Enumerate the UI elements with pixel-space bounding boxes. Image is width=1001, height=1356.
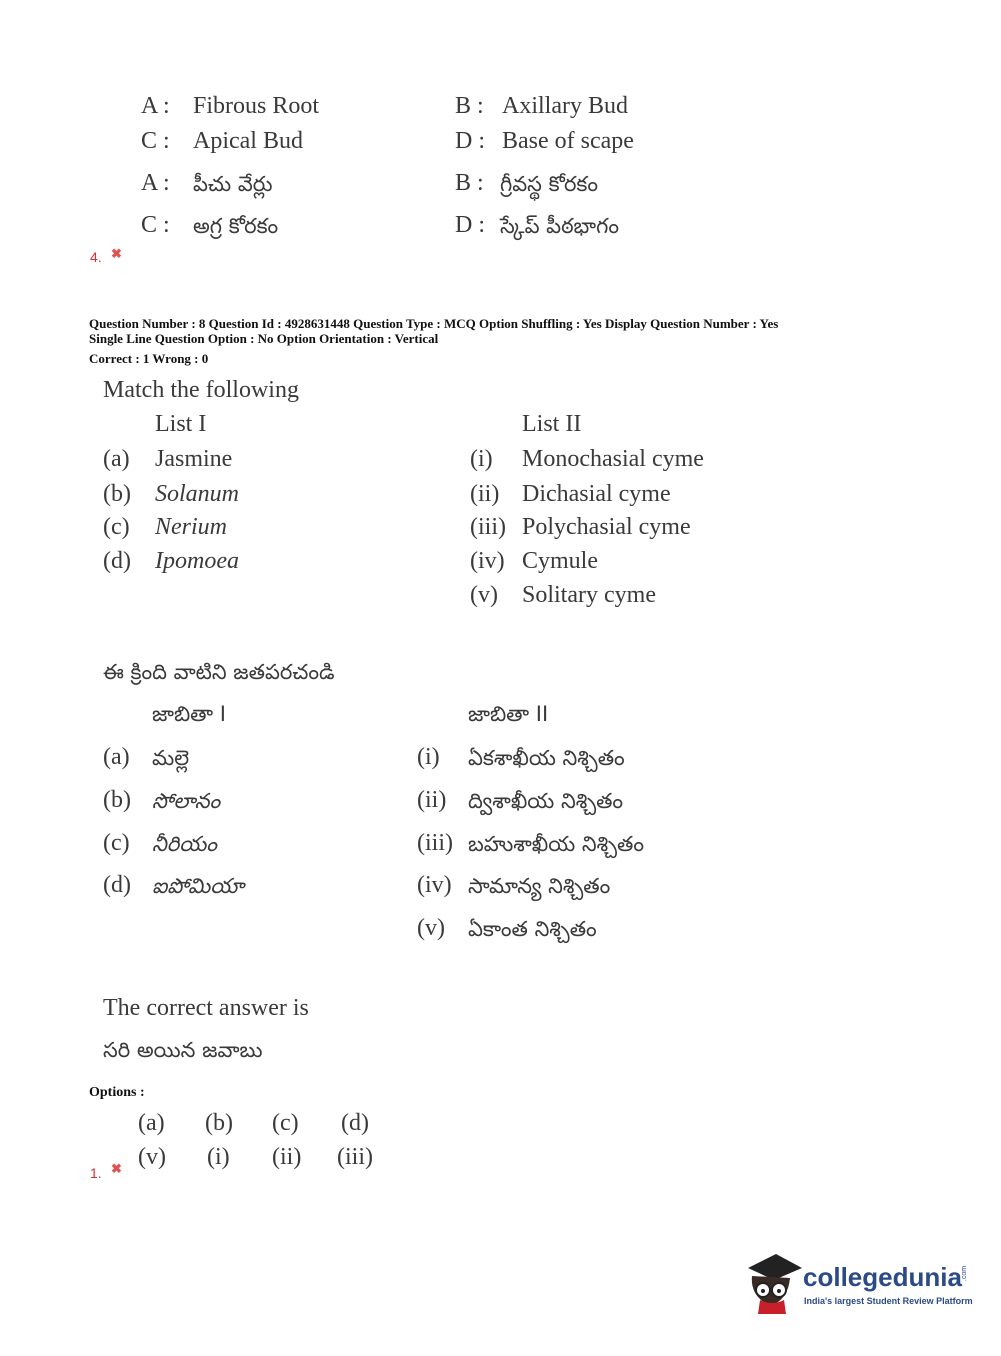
prev-answer-number: 4. — [90, 249, 102, 265]
list2-te-item: ద్విశాఖీయ నిశ్చితం — [468, 789, 624, 813]
prev-option-b-text-te: గ్రీవస్థ కోరకం — [500, 172, 599, 196]
prev-option-a-text: Fibrous Root — [193, 93, 320, 119]
list1-en-label: (a) — [103, 446, 130, 472]
option-header: (a) — [138, 1110, 165, 1136]
list1-heading-en: List I — [155, 411, 207, 437]
answer-prompt-en: The correct answer is — [103, 995, 309, 1021]
option-value[interactable]: (i) — [207, 1144, 230, 1170]
prev-option-d-letter: D : — [455, 128, 485, 154]
prev-option-b-letter: B : — [455, 93, 484, 119]
wrong-mark-icon: ✖ — [111, 246, 122, 261]
list2-heading-te: జాబితా II — [468, 702, 549, 726]
logo-name: collegedunia — [803, 1262, 962, 1292]
list1-te-label: (a) — [103, 744, 130, 770]
list1-en-label: (c) — [103, 514, 130, 540]
option-header: (b) — [205, 1110, 233, 1136]
question-meta-line2: Single Line Question Option : No Option Orientation : Vertical — [89, 331, 439, 346]
list2-te-item: ఏకాంత నిశ్చితం — [468, 917, 597, 941]
list2-en-label: (iv) — [470, 548, 505, 574]
option-header: (d) — [341, 1110, 369, 1136]
list2-en-item: Cymule — [522, 548, 598, 574]
list1-en-label: (b) — [103, 481, 131, 507]
list2-en-item: Polychasial cyme — [522, 514, 691, 540]
question-meta-line1: Question Number : 8 Question Id : 4928631448 Question Type : MCQ Option Shuffling : Yes Display Question Number : Yes — [89, 316, 779, 331]
option-value[interactable]: (iii) — [337, 1144, 373, 1170]
list2-te-item: సామాన్య నిశ్చితం — [468, 874, 611, 898]
list1-te-label: (d) — [103, 872, 131, 898]
list1-en-item: Solanum — [155, 481, 239, 507]
collegedunia-logo[interactable] — [742, 1250, 972, 1320]
prev-option-d-text-te: స్కేప్ పీఠభాగం — [500, 214, 619, 238]
prev-option-a-text-te: పీచు వేర్లు — [193, 172, 273, 196]
question-meta-line3: Correct : 1 Wrong : 0 — [89, 351, 209, 366]
list1-en-label: (d) — [103, 548, 131, 574]
prev-option-c-letter-te: C : — [141, 212, 170, 238]
list1-te-item: ఐపోమియా — [152, 874, 244, 898]
list2-en-item: Monochasial cyme — [522, 446, 704, 472]
options-label: Options : — [89, 1085, 145, 1100]
list2-te-label: (iii) — [417, 830, 453, 856]
mascot-icon — [742, 1250, 802, 1314]
list2-te-item: ఏకశాఖీయ నిశ్చితం — [468, 746, 625, 770]
list1-te-label: (b) — [103, 787, 131, 813]
option-value[interactable]: (v) — [138, 1144, 166, 1170]
prev-option-d-text: Base of scape — [502, 128, 634, 154]
list1-heading-te: జాబితా I — [152, 702, 226, 726]
prev-option-d-letter-te: D : — [455, 212, 485, 238]
answer-prompt-te: సరి అయిన జవాబు — [103, 1038, 263, 1062]
list1-te-item: నీరియం — [152, 832, 217, 856]
question-title-en: Match the following — [103, 377, 299, 403]
list2-en-item: Dichasial cyme — [522, 481, 671, 507]
logo-tagline: India's largest Student Review Platform — [804, 1296, 973, 1306]
list2-en-label: (iii) — [470, 514, 506, 540]
list2-te-label: (iv) — [417, 872, 452, 898]
list2-en-label: (ii) — [470, 481, 500, 507]
prev-option-a-letter-te: A : — [141, 170, 170, 196]
wrong-mark-icon: ✖ — [111, 1161, 122, 1176]
list2-te-label: (i) — [417, 744, 440, 770]
list1-en-item: Nerium — [155, 514, 227, 540]
option-value[interactable]: (ii) — [272, 1144, 302, 1170]
prev-option-c-text-te: అగ్ర కోరకం — [193, 214, 279, 238]
option-number: 1. — [90, 1165, 102, 1181]
list2-te-label: (v) — [417, 915, 445, 941]
list2-en-label: (v) — [470, 582, 498, 608]
list2-te-label: (ii) — [417, 787, 447, 813]
list2-te-item: బహుశాఖీయ నిశ్చితం — [468, 832, 645, 856]
list1-te-item: సోలానం — [152, 789, 221, 813]
list1-te-item: మల్లె — [152, 746, 190, 770]
list1-en-item: Ipomoea — [155, 548, 239, 574]
list1-en-item: Jasmine — [155, 446, 233, 472]
list2-en-item: Solitary cyme — [522, 582, 656, 608]
logo-suffix: .com — [961, 1265, 969, 1282]
prev-option-c-letter: C : — [141, 128, 170, 154]
prev-option-c-text: Apical Bud — [193, 128, 303, 154]
question-title-te: ఈ క్రింది వాటిని జతపరచండి — [103, 660, 335, 684]
prev-option-b-letter-te: B : — [455, 170, 484, 196]
prev-option-a-letter: A : — [141, 93, 170, 119]
list2-heading-en: List II — [522, 411, 582, 437]
list1-te-label: (c) — [103, 830, 130, 856]
option-header: (c) — [272, 1110, 299, 1136]
list2-en-label: (i) — [470, 446, 493, 472]
prev-option-b-text: Axillary Bud — [502, 93, 628, 119]
